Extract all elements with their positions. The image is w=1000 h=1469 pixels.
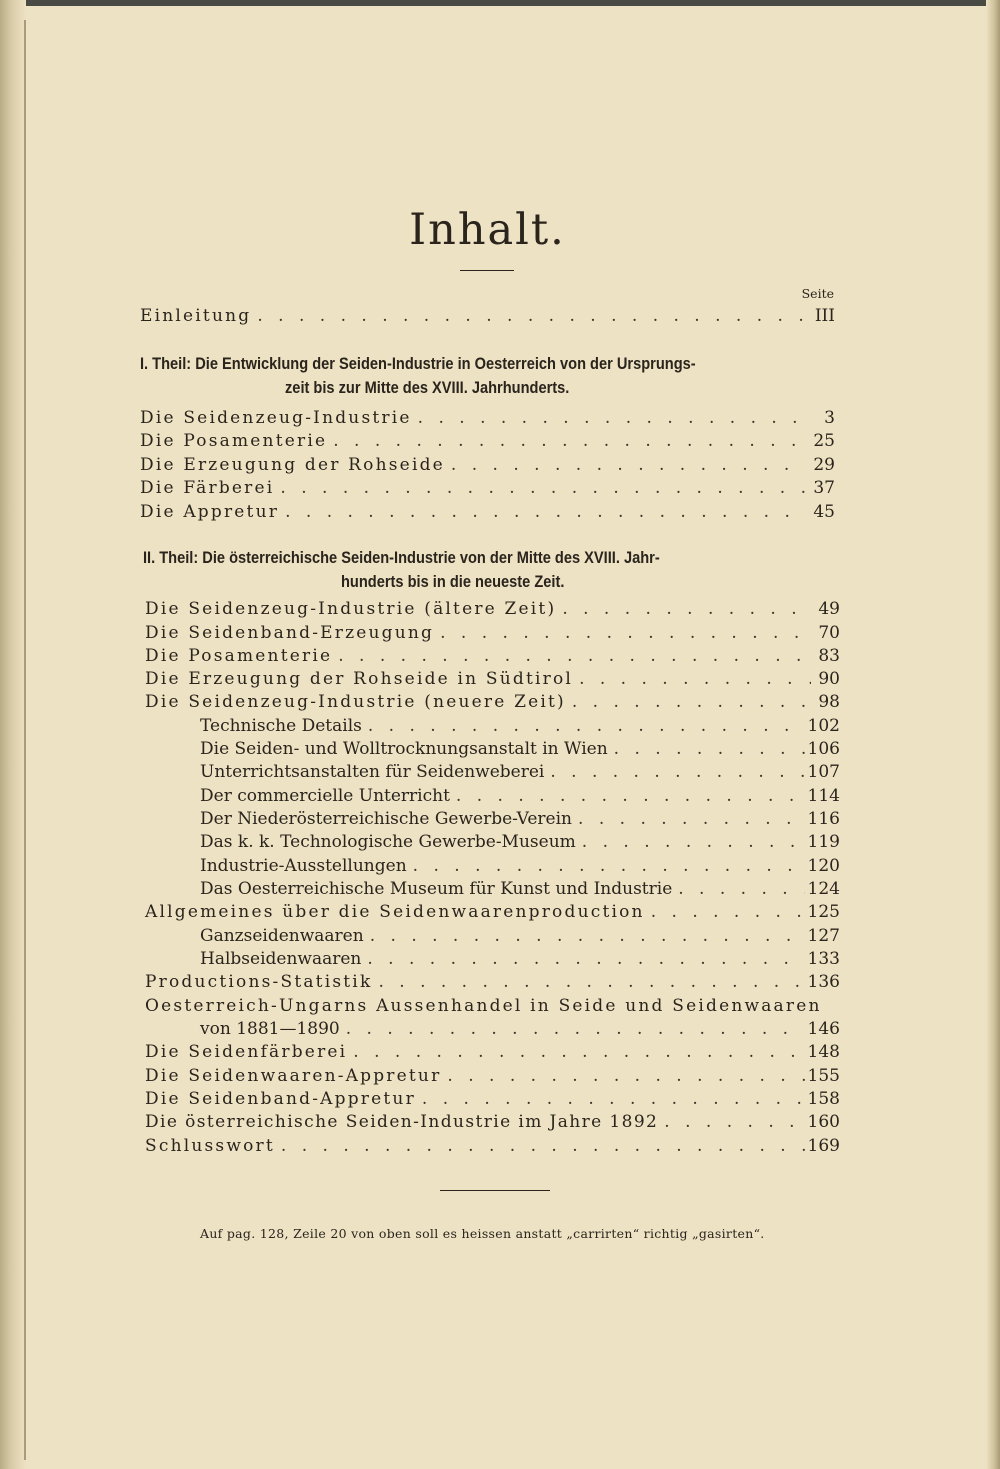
toc-entry-page: 70 [818,623,840,643]
toc-entry-title: Die Appretur [140,502,280,522]
toc-subentry[interactable] [200,760,840,784]
dot-leader [418,406,806,430]
dot-leader [582,830,805,854]
toc-entry-page: III [814,306,835,326]
toc-entry-title: Die österreichische Seiden-Industrie im Jahre 1892 [145,1112,659,1132]
toc-entry[interactable] [145,597,840,621]
toc-entry[interactable] [140,406,835,430]
toc-entry-title: Die Erzeugung der Rohseide in Südtirol [145,669,574,689]
toc-entry-title: Unterrichtsanstalten für Seidenweberei [200,762,545,782]
toc-entry-title: Die Erzeugung der Rohseide [140,455,445,475]
page-column-label: Seite [801,286,834,301]
toc-subentry[interactable] [200,947,840,971]
toc-subentry[interactable] [200,784,840,808]
toc-entry-title: Die Seidenzeug-Industrie (neuere Zeit) [145,692,566,712]
dot-leader [572,690,811,714]
dot-leader [346,1017,805,1041]
toc-entry[interactable] [145,690,840,714]
toc-entry-page: 127 [807,926,840,946]
toc-entry-page: 136 [807,972,840,992]
toc-entry-title: Die Posamenterie [145,646,333,666]
dot-leader [257,304,806,328]
toc-entry-page: 119 [807,832,840,852]
toc-entry-title: Halbseidenwaaren [200,949,362,969]
toc-subentry[interactable] [200,924,840,948]
part1-heading-line1: I. Theil: Die Entwicklung der Seiden-Industrie in Oesterreich von der Ursprungs- [140,354,696,373]
dot-leader [333,429,806,453]
dot-leader [413,854,805,878]
toc-entry[interactable] [145,1134,840,1158]
dot-leader [550,760,804,784]
toc-entry-page: 158 [807,1089,840,1109]
part2-heading-line1: II. Theil: Die österreichische Seiden-Industrie von der Mitte des XVIII. Jahr- [143,548,660,567]
toc-entry[interactable] [145,900,840,924]
dot-leader [285,500,806,524]
toc-entry-page: 106 [807,739,840,759]
toc-entry-page: 49 [818,599,840,619]
toc-entry-page: 102 [807,716,840,736]
part2-heading-line2: hunderts bis in die neueste Zeit. [341,572,565,591]
toc-entry-title: Die Seidenwaaren-Appretur [145,1066,442,1086]
dot-leader [440,621,811,645]
dot-leader [562,597,811,621]
dot-leader [614,737,805,761]
toc-entry-title: Die Seidenband-Erzeugung [145,623,435,643]
dot-leader [370,924,805,948]
toc-entry[interactable] [145,621,840,645]
toc-entry[interactable] [145,1040,840,1064]
page-right-edge [986,0,1000,1469]
toc-entry-page: 169 [807,1136,840,1156]
toc-entry-title: Ganzseidenwaaren [200,926,364,946]
toc-entry-title: Die Posamenterie [140,431,328,451]
dot-leader [579,667,811,691]
dot-leader [367,947,804,971]
toc-entry-page: 83 [818,646,840,666]
toc-entry-page: 125 [807,902,840,922]
toc-entry-title: Einleitung [140,306,252,326]
dot-leader [378,970,804,994]
toc-subentry[interactable] [200,830,840,854]
toc-entry-continuation[interactable] [200,1017,840,1041]
dot-leader [422,1087,805,1111]
toc-entry-page: 98 [818,692,840,712]
dot-leader [281,1134,805,1158]
toc-entry[interactable] [145,970,840,994]
toc-entry-title: Technische Details [200,716,362,736]
dot-leader [678,877,804,901]
toc-entry-page: 146 [807,1019,840,1039]
toc-entry-title: Die Seidenband-Appretur [145,1089,416,1109]
dot-leader [353,1040,804,1064]
toc-entry-title: Die Seiden- und Wolltrocknungsanstalt in Wien [200,739,608,759]
toc-entry-page: 133 [807,949,840,969]
dot-leader [280,476,806,500]
page-top-edge [0,0,1000,6]
toc-subentry[interactable] [200,737,840,761]
toc-entry-einleitung[interactable] [140,304,835,328]
toc-entry-page: 160 [807,1112,840,1132]
toc-entry-title: Allgemeines über die Seidenwaarenproduction [145,902,645,922]
dot-leader [456,784,805,808]
dot-leader [451,453,806,477]
toc-entry[interactable] [145,667,840,691]
toc-entry-page: 120 [807,856,840,876]
toc-entry-title: Productions-Statistik [145,972,373,992]
toc-entry-title: Der Niederösterreichische Gewerbe-Verein [200,809,573,829]
dot-leader [338,644,811,668]
toc-entry-title: Schlusswort [145,1136,275,1156]
toc-entry-title: Das k. k. Technologische Gewerbe-Museum [200,832,576,852]
toc-entry[interactable] [145,1087,840,1111]
bottom-divider [440,1190,550,1191]
toc-entry-page: 114 [807,786,840,806]
toc-entry-page: 25 [813,431,835,451]
toc-entry[interactable] [145,1064,840,1088]
title-divider [460,270,514,271]
toc-subentry[interactable] [200,807,840,831]
toc-entry-page: 155 [807,1066,840,1086]
toc-entry-page: 3 [824,408,835,428]
toc-subentry[interactable] [200,854,840,878]
toc-entry-title: Die Seidenzeug-Industrie (ältere Zeit) [145,599,557,619]
toc-entry-page: 37 [813,478,835,498]
toc-entry-continued-line[interactable]: Oesterreich-Ungarns Aussenhandel in Seide und Seidenwaaren [145,996,822,1016]
toc-entry-title: von 1881—1890 [200,1019,340,1039]
toc-entry-title: Industrie-Ausstellungen [200,856,407,876]
toc-entry-page: 116 [807,809,840,829]
dot-leader [447,1064,804,1088]
toc-entry[interactable] [140,453,835,477]
dot-leader [368,714,805,738]
toc-entry-title: Das Oesterreichische Museum für Kunst und Industrie [200,879,673,899]
toc-entry[interactable] [140,429,835,453]
toc-entry-page: 29 [813,455,835,475]
toc-entry-page: 107 [807,762,840,782]
toc-entry-title: Die Seidenzeug-Industrie [140,408,412,428]
toc-entry-page: 90 [818,669,840,689]
toc-subentry[interactable] [200,877,840,901]
toc-entry-title: Die Seidenfärberei [145,1042,348,1062]
toc-entry[interactable] [140,500,835,524]
erratum-footnote: Auf pag. 128, Zeile 20 von oben soll es heissen anstatt „carrirten“ richtig „gasirten“. [200,1226,765,1241]
part1-heading-line2: zeit bis zur Mitte des XVIII. Jahrhunderts. [285,378,570,397]
dot-leader [578,807,805,831]
toc-entry-page: 45 [813,502,835,522]
dot-leader [664,1110,804,1134]
toc-entry-page: 148 [807,1042,840,1062]
toc-subentry[interactable] [200,714,840,738]
toc-entry-title: Der commercielle Unterricht [200,786,450,806]
toc-entry[interactable] [145,1110,840,1134]
toc-entry-title: Die Färberei [140,478,275,498]
toc-entry-page: 124 [807,879,840,899]
toc-entry[interactable] [140,476,835,500]
page-title: Inhalt. [409,205,566,255]
toc-entry[interactable] [145,644,840,668]
dot-leader [651,900,805,924]
